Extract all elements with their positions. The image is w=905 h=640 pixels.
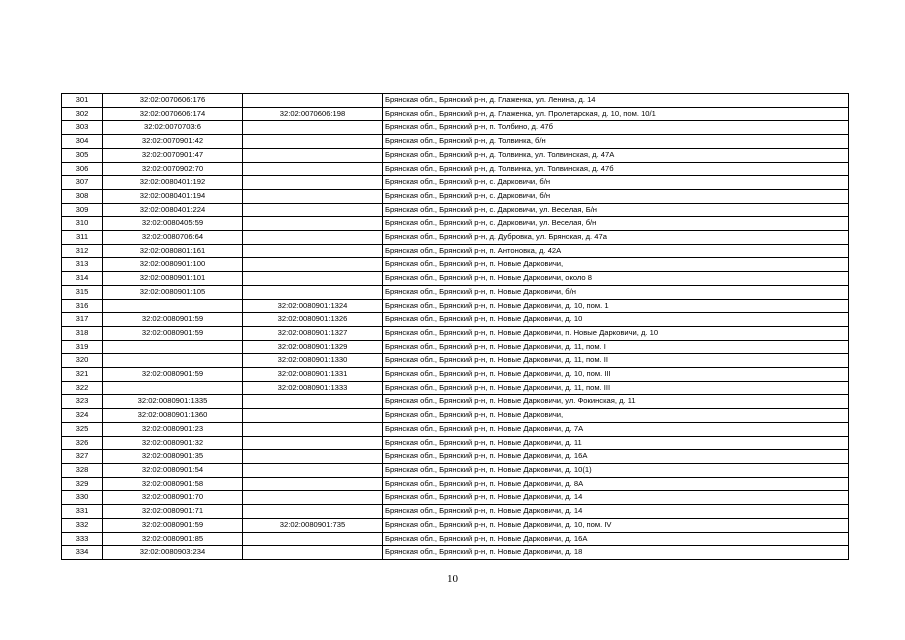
- land-cadastral-number-cell: 32:02:0080901:58: [103, 477, 243, 491]
- land-cadastral-number-cell: 32:02:0080901:59: [103, 368, 243, 382]
- table-row: [62, 189, 849, 203]
- address-cell: Брянская обл., Брянский р-н, п. Антоновка, д. 42А: [383, 244, 849, 258]
- table-row: [62, 326, 849, 340]
- table-row: [62, 368, 849, 382]
- registry-table: [61, 93, 849, 560]
- address-cell: Брянская обл., Брянский р-н, п. Новые Дарковичи, д. 18: [383, 546, 849, 560]
- row-number-cell: 329: [62, 477, 103, 491]
- table-row: [62, 107, 849, 121]
- address-cell: Брянская обл., Брянский р-н, с. Дарковичи, б/н: [383, 189, 849, 203]
- row-number-cell: 312: [62, 244, 103, 258]
- address-cell: Брянская обл., Брянский р-н, п. Новые Дарковичи, б/н: [383, 285, 849, 299]
- address-cell: Брянская обл., Брянский р-н, п. Новые Дарковичи, д. 10, пом. 1: [383, 299, 849, 313]
- address-cell: Брянская обл., Брянский р-н, д. Толвинка, ул. Толвинская, д. 47А: [383, 148, 849, 162]
- row-number-cell: 333: [62, 532, 103, 546]
- row-number-cell: 325: [62, 422, 103, 436]
- land-cadastral-number-cell: 32:02:0080901:101: [103, 272, 243, 286]
- row-number-cell: 314: [62, 272, 103, 286]
- address-cell: Брянская обл., Брянский р-н, п. Новые Дарковичи, д. 10, пом. III: [383, 368, 849, 382]
- object-cadastral-number-cell: [243, 272, 383, 286]
- table-row: [62, 217, 849, 231]
- row-number-cell: 307: [62, 176, 103, 190]
- object-cadastral-number-cell: [243, 231, 383, 245]
- table-row: [62, 258, 849, 272]
- land-cadastral-number-cell: [103, 299, 243, 313]
- land-cadastral-number-cell: 32:02:0080901:70: [103, 491, 243, 505]
- object-cadastral-number-cell: 32:02:0080901:1333: [243, 381, 383, 395]
- row-number-cell: 304: [62, 135, 103, 149]
- row-number-cell: 309: [62, 203, 103, 217]
- address-cell: Брянская обл., Брянский р-н, п. Новые Дарковичи, д. 11, пом. III: [383, 381, 849, 395]
- address-cell: Брянская обл., Брянский р-н, п. Новые Дарковичи, д. 11, пом. II: [383, 354, 849, 368]
- row-number-cell: 330: [62, 491, 103, 505]
- land-cadastral-number-cell: 32:02:0080901:100: [103, 258, 243, 272]
- object-cadastral-number-cell: [243, 546, 383, 560]
- land-cadastral-number-cell: 32:02:0070606:176: [103, 94, 243, 108]
- row-number-cell: 334: [62, 546, 103, 560]
- row-number-cell: 311: [62, 231, 103, 245]
- table-row: [62, 340, 849, 354]
- address-cell: Брянская обл., Брянский р-н, с. Дарковичи, б/н: [383, 176, 849, 190]
- land-cadastral-number-cell: 32:02:0070902:70: [103, 162, 243, 176]
- table-row: [62, 546, 849, 560]
- address-cell: Брянская обл., Брянский р-н, д. Толвинка, б/н: [383, 135, 849, 149]
- address-cell: Брянская обл., Брянский р-н, п. Новые Дарковичи, д. 10(1): [383, 463, 849, 477]
- table-row: [62, 299, 849, 313]
- row-number-cell: 317: [62, 313, 103, 327]
- object-cadastral-number-cell: [243, 176, 383, 190]
- land-cadastral-number-cell: 32:02:0080901:32: [103, 436, 243, 450]
- land-cadastral-number-cell: 32:02:0070606:174: [103, 107, 243, 121]
- address-cell: Брянская обл., Брянский р-н, п. Новые Дарковичи,: [383, 258, 849, 272]
- object-cadastral-number-cell: [243, 135, 383, 149]
- object-cadastral-number-cell: 32:02:0080901:1324: [243, 299, 383, 313]
- address-cell: Брянская обл., Брянский р-н, с. Дарковичи, ул. Веселая, б/н: [383, 217, 849, 231]
- row-number-cell: 301: [62, 94, 103, 108]
- object-cadastral-number-cell: [243, 532, 383, 546]
- object-cadastral-number-cell: [243, 203, 383, 217]
- table-row: [62, 422, 849, 436]
- table-row: [62, 121, 849, 135]
- land-cadastral-number-cell: 32:02:0080401:192: [103, 176, 243, 190]
- registry-table-body: [62, 94, 849, 560]
- row-number-cell: 321: [62, 368, 103, 382]
- page-number: 10: [447, 573, 458, 585]
- address-cell: Брянская обл., Брянский р-н, д. Дубровка, ул. Брянская, д. 47а: [383, 231, 849, 245]
- land-cadastral-number-cell: 32:02:0080901:54: [103, 463, 243, 477]
- table-row: [62, 285, 849, 299]
- row-number-cell: 324: [62, 409, 103, 423]
- table-row: [62, 505, 849, 519]
- table-row: [62, 272, 849, 286]
- row-number-cell: 320: [62, 354, 103, 368]
- object-cadastral-number-cell: [243, 244, 383, 258]
- row-number-cell: 316: [62, 299, 103, 313]
- address-cell: Брянская обл., Брянский р-н, п. Новые Дарковичи,: [383, 409, 849, 423]
- object-cadastral-number-cell: [243, 189, 383, 203]
- table-row: [62, 244, 849, 258]
- land-cadastral-number-cell: [103, 381, 243, 395]
- table-row: [62, 135, 849, 149]
- land-cadastral-number-cell: 32:02:0080901:105: [103, 285, 243, 299]
- object-cadastral-number-cell: [243, 148, 383, 162]
- land-cadastral-number-cell: 32:02:0080901:1360: [103, 409, 243, 423]
- row-number-cell: 332: [62, 518, 103, 532]
- address-cell: Брянская обл., Брянский р-н, п. Новые Дарковичи, д. 11, пом. I: [383, 340, 849, 354]
- table-row: [62, 463, 849, 477]
- address-cell: Брянская обл., Брянский р-н, д. Толвинка, ул. Толвинская, д. 47б: [383, 162, 849, 176]
- object-cadastral-number-cell: [243, 422, 383, 436]
- object-cadastral-number-cell: [243, 450, 383, 464]
- table-row: [62, 313, 849, 327]
- land-cadastral-number-cell: 32:02:0080405:59: [103, 217, 243, 231]
- row-number-cell: 313: [62, 258, 103, 272]
- land-cadastral-number-cell: 32:02:0080901:59: [103, 326, 243, 340]
- object-cadastral-number-cell: [243, 395, 383, 409]
- land-cadastral-number-cell: 32:02:0080901:23: [103, 422, 243, 436]
- table-row: [62, 409, 849, 423]
- address-cell: Брянская обл., Брянский р-н, п. Новые Дарковичи, д. 8А: [383, 477, 849, 491]
- object-cadastral-number-cell: 32:02:0080901:1330: [243, 354, 383, 368]
- land-cadastral-number-cell: 32:02:0070901:47: [103, 148, 243, 162]
- address-cell: Брянская обл., Брянский р-н, п. Новые Дарковичи, д. 16А: [383, 450, 849, 464]
- table-row: [62, 450, 849, 464]
- object-cadastral-number-cell: [243, 121, 383, 135]
- row-number-cell: 315: [62, 285, 103, 299]
- object-cadastral-number-cell: [243, 463, 383, 477]
- row-number-cell: 323: [62, 395, 103, 409]
- table-row: [62, 162, 849, 176]
- land-cadastral-number-cell: 32:02:0080901:35: [103, 450, 243, 464]
- table-row: [62, 354, 849, 368]
- row-number-cell: 303: [62, 121, 103, 135]
- address-cell: Брянская обл., Брянский р-н, д. Глаженка, ул. Ленина, д. 14: [383, 94, 849, 108]
- row-number-cell: 302: [62, 107, 103, 121]
- land-cadastral-number-cell: 32:02:0070703:6: [103, 121, 243, 135]
- row-number-cell: 328: [62, 463, 103, 477]
- object-cadastral-number-cell: 32:02:0080901:1329: [243, 340, 383, 354]
- object-cadastral-number-cell: [243, 217, 383, 231]
- address-cell: Брянская обл., Брянский р-н, п. Новые Дарковичи, д. 10: [383, 313, 849, 327]
- object-cadastral-number-cell: [243, 162, 383, 176]
- address-cell: Брянская обл., Брянский р-н, д. Глаженка, ул. Пролетарская, д. 10, пом. 10/1: [383, 107, 849, 121]
- row-number-cell: 331: [62, 505, 103, 519]
- table-row: [62, 94, 849, 108]
- row-number-cell: 310: [62, 217, 103, 231]
- object-cadastral-number-cell: [243, 94, 383, 108]
- object-cadastral-number-cell: [243, 258, 383, 272]
- address-cell: Брянская обл., Брянский р-н, п. Толбино, д. 47б: [383, 121, 849, 135]
- land-cadastral-number-cell: 32:02:0080901:71: [103, 505, 243, 519]
- table-row: [62, 518, 849, 532]
- row-number-cell: 327: [62, 450, 103, 464]
- address-cell: Брянская обл., Брянский р-н, п. Новые Дарковичи, д. 14: [383, 491, 849, 505]
- object-cadastral-number-cell: [243, 477, 383, 491]
- land-cadastral-number-cell: 32:02:0080401:224: [103, 203, 243, 217]
- table-row: [62, 381, 849, 395]
- row-number-cell: 306: [62, 162, 103, 176]
- address-cell: Брянская обл., Брянский р-н, с. Дарковичи, ул. Веселая, Б/н: [383, 203, 849, 217]
- land-cadastral-number-cell: 32:02:0080901:85: [103, 532, 243, 546]
- address-cell: Брянская обл., Брянский р-н, п. Новые Дарковичи, д. 14: [383, 505, 849, 519]
- land-cadastral-number-cell: 32:02:0080903:234: [103, 546, 243, 560]
- land-cadastral-number-cell: [103, 354, 243, 368]
- object-cadastral-number-cell: [243, 436, 383, 450]
- table-row: [62, 532, 849, 546]
- row-number-cell: 326: [62, 436, 103, 450]
- address-cell: Брянская обл., Брянский р-н, п. Новые Дарковичи, ул. Фокинская, д. 11: [383, 395, 849, 409]
- address-cell: Брянская обл., Брянский р-н, п. Новые Дарковичи, д. 11: [383, 436, 849, 450]
- address-cell: Брянская обл., Брянский р-н, п. Новые Дарковичи, д. 10, пом. IV: [383, 518, 849, 532]
- land-cadastral-number-cell: 32:02:0080901:59: [103, 518, 243, 532]
- table-row: [62, 477, 849, 491]
- land-cadastral-number-cell: 32:02:0070901:42: [103, 135, 243, 149]
- object-cadastral-number-cell: 32:02:0070606:198: [243, 107, 383, 121]
- land-cadastral-number-cell: 32:02:0080901:1335: [103, 395, 243, 409]
- row-number-cell: 319: [62, 340, 103, 354]
- object-cadastral-number-cell: 32:02:0080901:1326: [243, 313, 383, 327]
- table-row: [62, 231, 849, 245]
- address-cell: Брянская обл., Брянский р-н, п. Новые Дарковичи, п. Новые Дарковичи, д. 10: [383, 326, 849, 340]
- object-cadastral-number-cell: [243, 505, 383, 519]
- table-row: [62, 148, 849, 162]
- land-cadastral-number-cell: [103, 340, 243, 354]
- object-cadastral-number-cell: 32:02:0080901:1331: [243, 368, 383, 382]
- address-cell: Брянская обл., Брянский р-н, п. Новые Дарковичи, д. 7А: [383, 422, 849, 436]
- table-row: [62, 203, 849, 217]
- object-cadastral-number-cell: [243, 409, 383, 423]
- object-cadastral-number-cell: [243, 491, 383, 505]
- address-cell: Брянская обл., Брянский р-н, п. Новые Дарковичи, д. 16А: [383, 532, 849, 546]
- land-cadastral-number-cell: 32:02:0080901:59: [103, 313, 243, 327]
- land-cadastral-number-cell: 32:02:0080706:64: [103, 231, 243, 245]
- table-row: [62, 176, 849, 190]
- table-row: [62, 491, 849, 505]
- land-cadastral-number-cell: 32:02:0080401:194: [103, 189, 243, 203]
- row-number-cell: 322: [62, 381, 103, 395]
- object-cadastral-number-cell: 32:02:0080901:735: [243, 518, 383, 532]
- address-cell: Брянская обл., Брянский р-н, п. Новые Дарковичи, около 8: [383, 272, 849, 286]
- table-row: [62, 395, 849, 409]
- row-number-cell: 308: [62, 189, 103, 203]
- table-row: [62, 436, 849, 450]
- row-number-cell: 318: [62, 326, 103, 340]
- object-cadastral-number-cell: 32:02:0080901:1327: [243, 326, 383, 340]
- object-cadastral-number-cell: [243, 285, 383, 299]
- row-number-cell: 305: [62, 148, 103, 162]
- land-cadastral-number-cell: 32:02:0080801:161: [103, 244, 243, 258]
